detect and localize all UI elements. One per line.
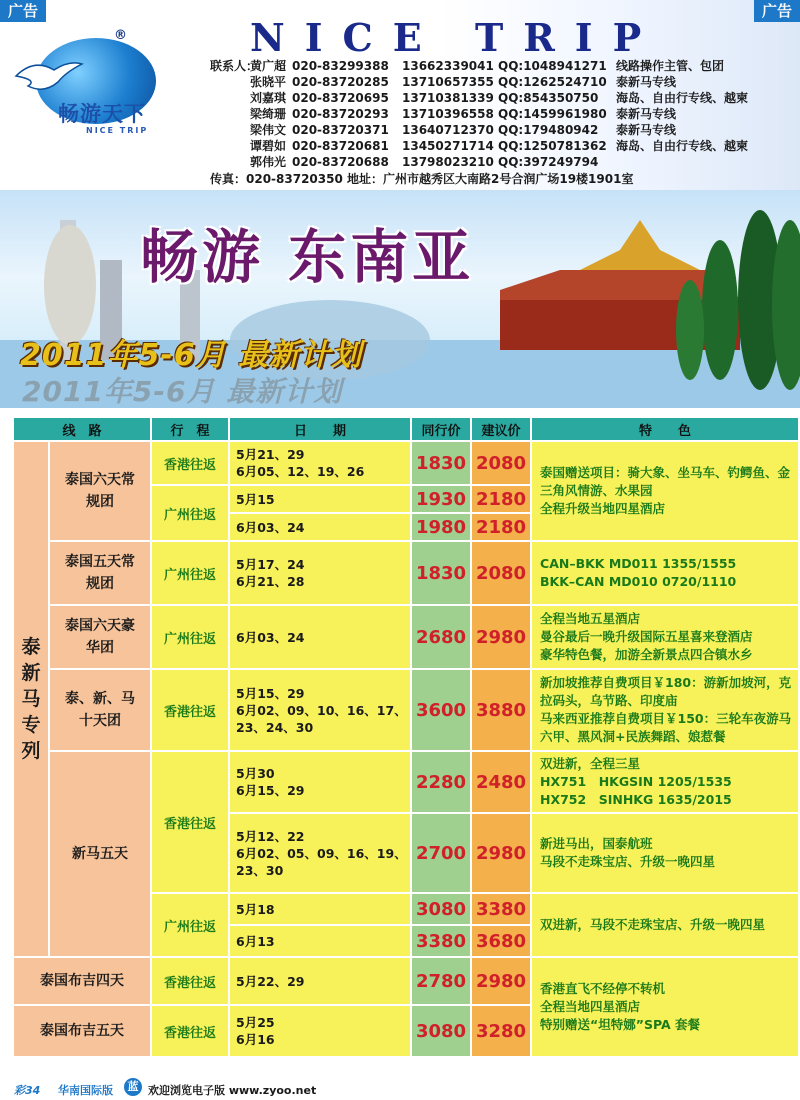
contact-qq: QQ:1262524710 bbox=[498, 75, 607, 89]
contact-note: 海岛、自由行专线、越柬 bbox=[616, 139, 749, 153]
trade-price-cell: 2680 bbox=[411, 605, 471, 669]
header bbox=[0, 0, 800, 190]
way-cell: 香港往返 bbox=[151, 751, 229, 893]
brand-title: NICE TRIP bbox=[250, 15, 662, 60]
contact-qq: QQ:854350750 bbox=[498, 91, 599, 105]
route-cell: 泰国六天豪华团 bbox=[49, 605, 151, 669]
banner-subtitle: 2011年5-6月 最新计划 bbox=[20, 338, 363, 373]
contact-note: 线路操作主管、包团 bbox=[616, 59, 725, 73]
table-row bbox=[13, 605, 799, 669]
features-cell: 泰国赠送项目：骑大象、坐马车、钓鳄鱼、金三角风情游、水果园 全程升级当地四星酒店 bbox=[531, 441, 799, 541]
registered-mark: ® bbox=[114, 28, 127, 43]
retail-price-cell: 3680 bbox=[471, 925, 531, 957]
way-cell: 广州往返 bbox=[151, 541, 229, 605]
category-label: 泰新马专列 bbox=[21, 636, 41, 762]
contact-name: 谭碧如 bbox=[250, 139, 287, 153]
dates-cell: 5月18 bbox=[229, 893, 411, 925]
contact-row bbox=[210, 58, 748, 74]
dates-cell: 5月17、24 6月21、28 bbox=[229, 541, 411, 605]
retail-price-cell: 2980 bbox=[471, 813, 531, 893]
contact-tel: 020-83299388 bbox=[292, 59, 389, 73]
contact-note: 泰新马专线 bbox=[616, 123, 677, 137]
contact-note: 泰新马专线 bbox=[616, 107, 677, 121]
dates-cell: 5月30 6月15、29 bbox=[229, 751, 411, 813]
banner-title: 畅游 东南亚 bbox=[140, 223, 475, 291]
col-way: 行 程 bbox=[151, 417, 229, 441]
retail-price-cell: 2480 bbox=[471, 751, 531, 813]
contact-row bbox=[210, 74, 748, 90]
route-cell: 新马五天 bbox=[49, 751, 151, 957]
features-cell: CAN–BKK MD011 1355/1555 BKK–CAN MD010 0720/1110 bbox=[531, 541, 799, 605]
way-cell: 香港往返 bbox=[151, 957, 229, 1005]
contact-note: 海岛、自由行专线、越柬 bbox=[616, 91, 749, 105]
way-cell: 香港往返 bbox=[151, 669, 229, 751]
features-cell: 双进新，全程三星 HX751 HKGSIN 1205/1535 HX752 SINHKG 1635/2015 bbox=[531, 751, 799, 813]
trade-price-cell: 3080 bbox=[411, 893, 471, 925]
table-header-row bbox=[13, 417, 799, 441]
contact-qq: QQ:397249794 bbox=[498, 155, 599, 169]
banner-subtitle-reflection: 2011年5-6月 最新计划 bbox=[22, 375, 343, 408]
trade-price-cell: 3080 bbox=[411, 1005, 471, 1057]
dates-cell: 6月13 bbox=[229, 925, 411, 957]
ad-label-left: 广告 bbox=[0, 0, 46, 22]
temple-spire bbox=[580, 220, 700, 270]
merlion-statue bbox=[44, 225, 96, 345]
contact-list bbox=[210, 58, 748, 170]
route-cell: 泰、新、马十天团 bbox=[49, 669, 151, 751]
fax-address: 传真：020-83720350 地址：广州市越秀区大南路2号合润广场19楼1901室 bbox=[210, 172, 634, 186]
logo-text-en: NICE TRIP bbox=[86, 126, 149, 135]
contact-name: 郭伟光 bbox=[250, 155, 287, 169]
dates-cell: 5月15 bbox=[229, 485, 411, 513]
retail-price-cell: 2980 bbox=[471, 605, 531, 669]
website-slogan: 欢迎浏览电子版 www.zyoo.net bbox=[148, 1084, 317, 1097]
itinerary-table bbox=[12, 416, 798, 1058]
col-trade-price: 同行价 bbox=[411, 417, 471, 441]
edition-badge-icon: 蓝 bbox=[124, 1078, 142, 1096]
route-cell: 泰国六天常规团 bbox=[49, 441, 151, 541]
retail-price-cell: 2080 bbox=[471, 541, 531, 605]
dates-cell: 5月21、29 6月05、12、19、26 bbox=[229, 441, 411, 485]
col-features: 特 色 bbox=[531, 417, 799, 441]
contact-mobile: 13450271714 bbox=[402, 139, 494, 153]
banner bbox=[0, 190, 800, 408]
contact-note: 泰新马专线 bbox=[616, 75, 677, 89]
contact-mobile: 13710657355 bbox=[402, 75, 494, 89]
way-cell: 广州往返 bbox=[151, 485, 229, 541]
contact-name: 梁伟文 bbox=[250, 123, 287, 137]
contact-row bbox=[210, 138, 748, 154]
trade-price-cell: 3600 bbox=[411, 669, 471, 751]
retail-price-cell: 2180 bbox=[471, 513, 531, 541]
retail-price-cell: 3380 bbox=[471, 893, 531, 925]
contact-name: 刘嘉琪 bbox=[250, 91, 287, 105]
dates-cell: 5月12、22 6月02、05、09、16、19、23、30 bbox=[229, 813, 411, 893]
contact-label: 联系人： bbox=[210, 59, 259, 73]
contact-row bbox=[210, 90, 748, 106]
table-row bbox=[13, 441, 799, 485]
route-cell: 泰国五天常规团 bbox=[49, 541, 151, 605]
route-cell: 泰国布吉五天 bbox=[13, 1005, 151, 1057]
contact-name: 张晓平 bbox=[250, 75, 287, 89]
page-number: 彩34 bbox=[14, 1084, 41, 1097]
trade-price-cell: 3380 bbox=[411, 925, 471, 957]
footer bbox=[0, 1072, 800, 1100]
contact-mobile: 13662339041 bbox=[402, 59, 494, 73]
features-cell: 香港直飞不经停不转机 全程当地四星酒店 特别赠送“坦特娜”SPA 套餐 bbox=[531, 957, 799, 1057]
trade-price-cell: 2700 bbox=[411, 813, 471, 893]
logo bbox=[6, 28, 202, 150]
way-cell: 香港往返 bbox=[151, 441, 229, 485]
features-cell: 新进马出，国泰航班 马段不走珠宝店、升级一晚四星 bbox=[531, 813, 799, 893]
contact-qq: QQ:1250781362 bbox=[498, 139, 607, 153]
contact-row bbox=[210, 122, 748, 138]
contact-tel: 020-83720285 bbox=[292, 75, 389, 89]
retail-price-cell: 3280 bbox=[471, 1005, 531, 1057]
features-cell: 双进新，马段不走珠宝店、升级一晚四星 bbox=[531, 893, 799, 957]
contact-mobile: 13640712370 bbox=[402, 123, 494, 137]
logo-text-cn: 畅游天下 bbox=[58, 102, 146, 126]
dates-cell: 5月22、29 bbox=[229, 957, 411, 1005]
retail-price-cell: 3880 bbox=[471, 669, 531, 751]
features-cell: 全程当地五星酒店 曼谷最后一晚升级国际五星喜来登酒店 豪华特色餐，加游全新景点四合镇水乡 bbox=[531, 605, 799, 669]
contact-qq: QQ:1048941271 bbox=[498, 59, 607, 73]
trade-price-cell: 1930 bbox=[411, 485, 471, 513]
table-row bbox=[13, 669, 799, 751]
contact-name: 梁绮珊 bbox=[250, 107, 287, 121]
contact-qq: QQ:179480942 bbox=[498, 123, 599, 137]
tree-shape bbox=[676, 280, 704, 380]
col-dates: 日 期 bbox=[229, 417, 411, 441]
contact-tel: 020-83720688 bbox=[292, 155, 389, 169]
contact-name: 黄广超 bbox=[250, 59, 287, 73]
retail-price-cell: 2080 bbox=[471, 441, 531, 485]
trade-price-cell: 1980 bbox=[411, 513, 471, 541]
retail-price-cell: 2180 bbox=[471, 485, 531, 513]
way-cell: 香港往返 bbox=[151, 1005, 229, 1057]
route-cell: 泰国布吉四天 bbox=[13, 957, 151, 1005]
contact-mobile: 13798023210 bbox=[402, 155, 494, 169]
features-cell: 新加坡推荐自费项目￥180：游新加坡河，克拉码头，乌节路、印度庙 马来西亚推荐自费项目￥150：三轮车夜游马六甲、黑风洞+民族舞蹈、娘惹餐 bbox=[531, 669, 799, 751]
category-cell bbox=[13, 441, 49, 957]
ad-label-right: 广告 bbox=[754, 0, 800, 22]
table-row bbox=[13, 541, 799, 605]
trade-price-cell: 2280 bbox=[411, 751, 471, 813]
edition-label: 华南国际版 bbox=[58, 1084, 113, 1097]
trade-price-cell: 2780 bbox=[411, 957, 471, 1005]
dates-cell: 6月03、24 bbox=[229, 605, 411, 669]
contact-mobile: 13710396558 bbox=[402, 107, 494, 121]
table-row bbox=[13, 957, 799, 1005]
tree-shape bbox=[702, 240, 738, 380]
contact-mobile: 13710381339 bbox=[402, 91, 494, 105]
contact-row bbox=[210, 106, 748, 122]
dates-cell: 5月25 6月16 bbox=[229, 1005, 411, 1057]
contact-row bbox=[210, 154, 748, 170]
dates-cell: 5月15、29 6月02、09、10、16、17、23、24、30 bbox=[229, 669, 411, 751]
trade-price-cell: 1830 bbox=[411, 541, 471, 605]
dates-cell: 6月03、24 bbox=[229, 513, 411, 541]
way-cell: 广州往返 bbox=[151, 893, 229, 957]
bird-icon bbox=[14, 56, 84, 96]
retail-price-cell: 2980 bbox=[471, 957, 531, 1005]
contact-tel: 020-83720293 bbox=[292, 107, 389, 121]
contact-tel: 020-83720695 bbox=[292, 91, 389, 105]
contact-qq: QQ:1459961980 bbox=[498, 107, 607, 121]
trade-price-cell: 1830 bbox=[411, 441, 471, 485]
way-cell: 广州往返 bbox=[151, 605, 229, 669]
table-row bbox=[13, 751, 799, 813]
col-retail-price: 建议价 bbox=[471, 417, 531, 441]
contact-tel: 020-83720371 bbox=[292, 123, 389, 137]
contact-tel: 020-83720681 bbox=[292, 139, 389, 153]
col-route: 线 路 bbox=[13, 417, 151, 441]
